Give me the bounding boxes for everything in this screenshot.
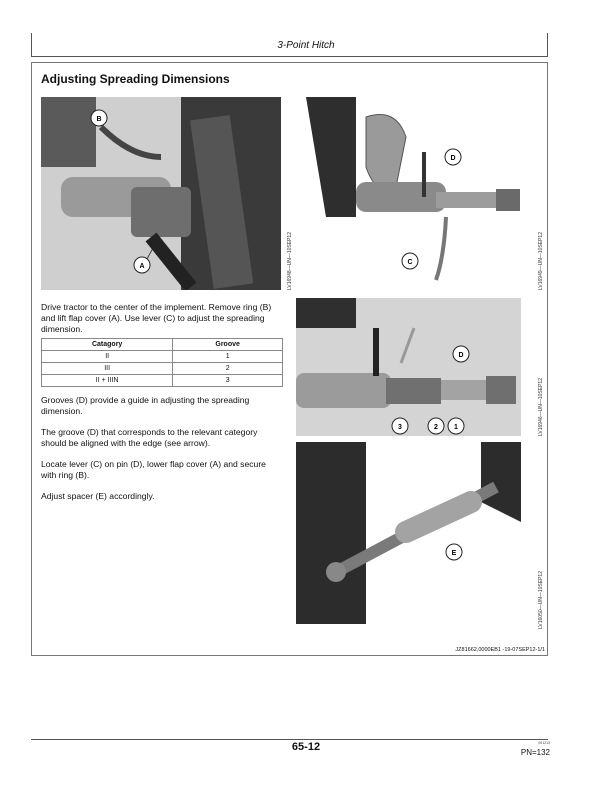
table-header-groove: Groove — [173, 339, 283, 351]
figure-hitch-flap-cover — [41, 97, 281, 290]
section-title: Adjusting Spreading Dimensions — [41, 72, 230, 86]
table-cell: II + IIIN — [42, 375, 173, 387]
category-groove-table — [41, 338, 283, 387]
table-cell: II — [42, 351, 173, 363]
figure-2-code: LV16949—UN—10SEP12 — [538, 232, 544, 290]
table-header-category: Catagory — [42, 339, 173, 351]
figure-3-illustration — [296, 298, 521, 436]
figure-lever-c — [296, 97, 536, 290]
callout-c-label: C — [407, 259, 413, 266]
figure-2-illustration — [296, 97, 536, 290]
table-header-row — [42, 339, 283, 351]
callout-3-label: 3 — [398, 424, 402, 431]
pn-number: PN=132 — [520, 748, 550, 757]
callout-b-label: B — [96, 116, 102, 123]
figure-4-illustration — [296, 442, 521, 624]
page-number: 65-12 — [291, 741, 321, 753]
callout-d-label: D — [450, 155, 456, 162]
table-row — [42, 363, 283, 375]
table-cell: 3 — [173, 375, 283, 387]
table-cell: III — [42, 363, 173, 375]
table-row — [42, 375, 283, 387]
table-cell: 2 — [173, 363, 283, 375]
figure-1-code: LV16948—UN—10SEP12 — [287, 232, 293, 290]
footer-date-code: 091213 — [538, 741, 550, 745]
figure-grooves-d — [296, 298, 521, 436]
header-title: 3-Point Hitch — [277, 40, 335, 51]
figure-4-code: LV16050—UN—10SEP12 — [538, 571, 544, 629]
paragraph: The groove (D) that corresponds to the relevant category should be aligned with the edge (see arrow). — [41, 427, 258, 448]
figure-3-code: LV16946—UN—10SEP12 — [538, 378, 544, 436]
table-cell: 1 — [173, 351, 283, 363]
figure-1-illustration — [41, 97, 281, 290]
callout-d-2-label: D — [458, 352, 464, 359]
instructions-text — [41, 395, 281, 512]
footer-rule — [31, 739, 548, 740]
callout-e-label: E — [451, 550, 457, 557]
callout-a-label: A — [139, 263, 145, 270]
intro-paragraph: Drive tractor to the center of the implement. Remove ring (B) and lift flap cover (A). Use lever (C) to adjust the spreading dimension. — [41, 302, 272, 334]
callout-1-label: 1 — [454, 424, 458, 431]
document-reference: JZ81662,0000EB1 -19-07SEP12-1/1 — [455, 647, 545, 653]
paragraph: Grooves (D) provide a guide in adjusting the spreading dimension. — [41, 395, 250, 416]
callout-2-label: 2 — [434, 424, 438, 431]
table-row — [42, 351, 283, 363]
header-rule — [31, 56, 548, 57]
figure-spacer-e — [296, 442, 521, 624]
paragraph: Locate lever (C) on pin (D), lower flap cover (A) and secure with ring (B). — [41, 459, 266, 480]
paragraph: Adjust spacer (E) accordingly. — [41, 491, 155, 501]
